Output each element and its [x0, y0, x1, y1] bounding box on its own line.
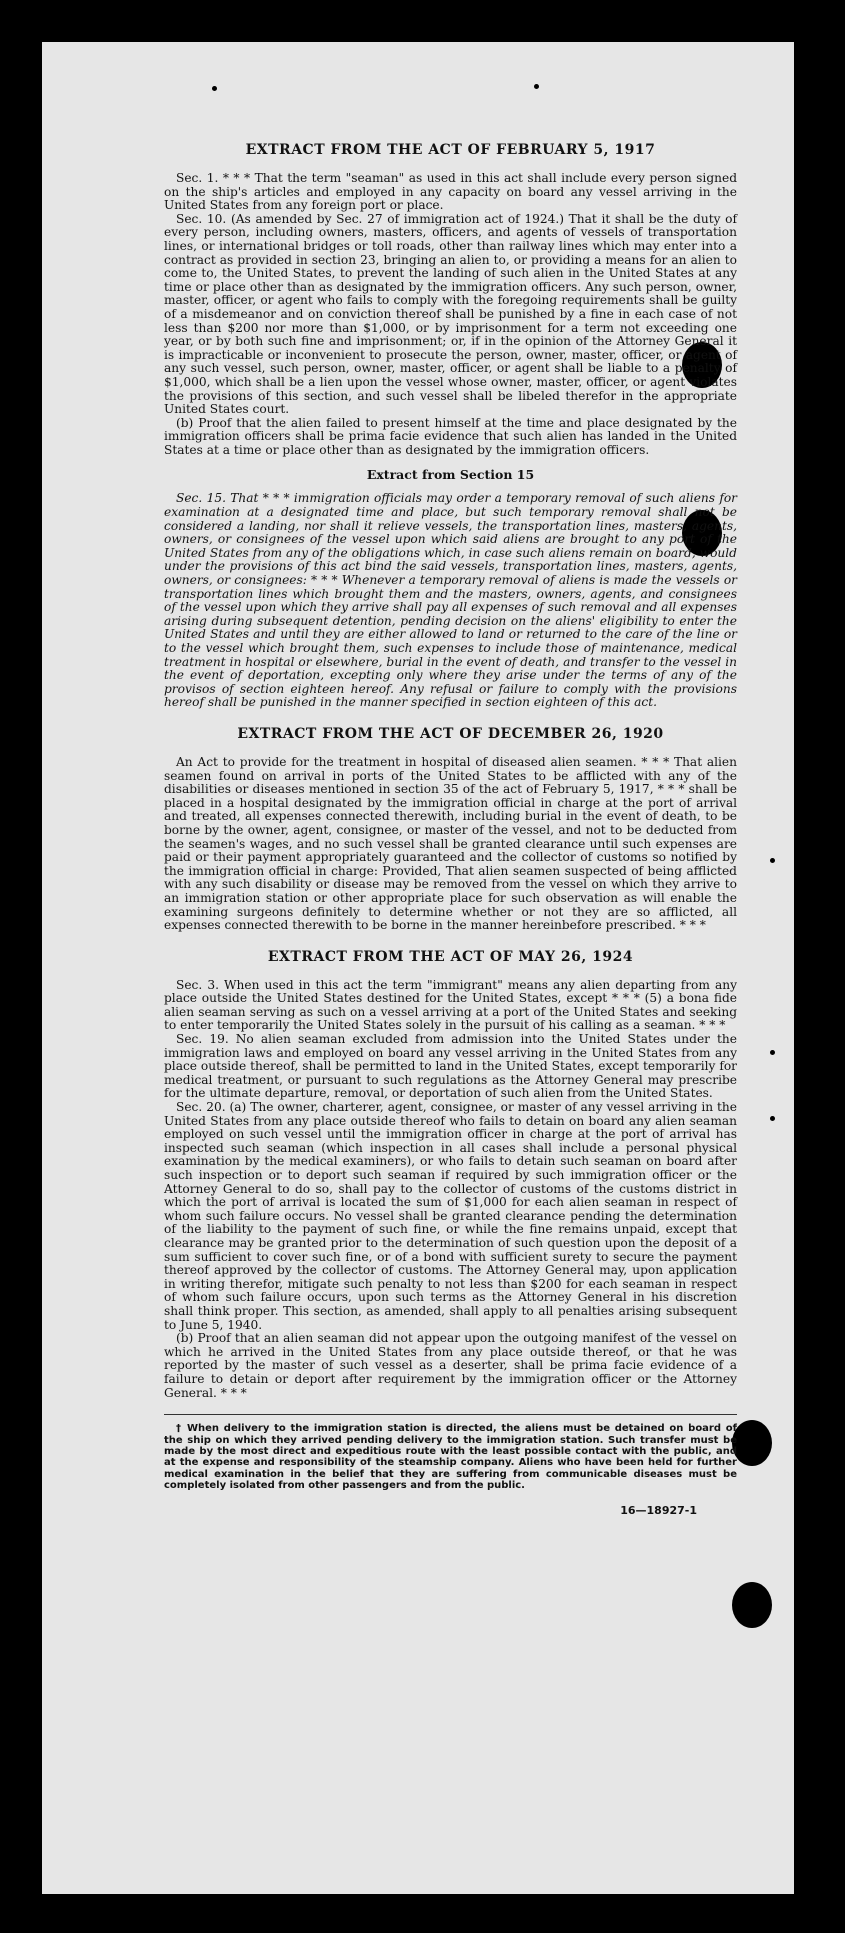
footnote	[164, 1414, 737, 1491]
paragraph-act-1920: An Act to provide for the treatment in hospital of diseased alien seamen. * * * That alien seamen found on arrival in ports of the United States to be afflicted with any of the disabilities or diseases mentioned in section 35 of the act of February 5, 1917, * * * shall be placed in a hospital designated by the immigration official in charge at the port of arrival and treated, all expenses connected therewith, including burial in the event of death, to be borne by the owner, agent, consignee, or master of the vessel, and not to be deducted from the seamen's wages, and no such vessel shall be granted clearance until such expenses are paid or their payment appropriately guaranteed and the collector of customs so notified by the immigration official in charge: Provided, That alien seamen suspected of being afflicted with any such disability or disease may be removed from the vessel on which they arrive to an immigration station or other appropriate place for such observation as will enable the examining surgeons definitely to determine whether or not they are so afflicted, all expenses connected therewith to be borne in the manner hereinbefore prescribed. * * *	[164, 754, 737, 933]
heading-act-1920: EXTRACT FROM THE ACT OF DECEMBER 26, 1920	[237, 725, 664, 742]
paragraph: Sec. 1. * * * That the term "seaman" as used in this act shall include every person signed on the ship's articles and employed in any capacity on board any vessel arriving in the United States from any foreign port or place.	[164, 171, 737, 213]
heading-section-15: Extract from Section 15	[366, 467, 535, 483]
heading-act-1924: EXTRACT FROM THE ACT OF MAY 26, 1924	[267, 948, 634, 965]
speck	[212, 86, 217, 91]
document-body	[164, 92, 737, 1517]
speck	[770, 1116, 775, 1121]
paragraph: Sec. 19. No alien seaman excluded from admission into the United States under the immigration laws and employed on board any vessel arriving in the United States from any place outside thereof, shall be permitted to land in the United States, except temporarily for medical treatment, or pursuant to such regulations as the Attorney General may prescribe for the ultimate departure, removal, or deportation of such alien from the United States.	[164, 1032, 737, 1101]
paragraph: Sec. 10. (As amended by Sec. 27 of immigration act of 1924.) That it shall be the duty of every person, including owners, masters, officers, and agents of vessels of transportation lines, or international bridges or toll roads, other than railway lines which may enter into a contract as provided in section 23, bringing an alien to, or providing a means for an alien to come to, the United States, to prevent the landing of such alien in the United States at any time or place other than as designated by the immigration officers. Any such person, owner, master, officer, or agent who fails to comply with the foregoing requirements shall be guilty of a misdemeanor and on conviction thereof shall be punished by a fine in each case of not less than $200 nor more than $1,000, or by imprisonment for a term not exceeding one year, or by both such fine and imprisonment; or, if in the opinion of the Attorney General it is impracticable or inconvenient to prosecute the person, owner, master, officer, or agent of any such vessel, such person, owner, master, officer, or agent shall be liable to a penalty of $1,000, which shall be a lien upon the vessel whose owner, master, officer, or agent violates the provisions of this section, and such vessel shall be libeled therefor in the appropriate United States court.	[164, 211, 737, 417]
speck	[770, 1050, 775, 1055]
heading-act-1917: EXTRACT FROM THE ACT OF FEBRUARY 5, 1917	[245, 142, 656, 158]
speck	[770, 858, 775, 863]
paragraph: Sec. 20. (a) The owner, charterer, agent, consignee, or master of any vessel arriving in the United States from any place outside thereof who fails to detain on board any alien seaman employed on such vessel until the immigration officer in charge at the port of arrival has inspected such seaman (which inspection in all cases shall include a personal physical examination by the medical examiners), or who fails to detain such seaman on board after such inspection or to deport such seaman if required by such immigration officer or the Attorney General to do so, shall pay to the collector of customs of the customs district in which the port of arrival is located the sum of $1,000 for each alien seaman in respect of whom such failure occurs. No vessel shall be granted clearance pending the determination of the liability to the payment of such fine, or while the fine remains unpaid, except that clearance may be granted prior to the determination of such question upon the deposit of a sum sufficient to cover such fine, or of a bond with sufficient surety to secure the payment thereof approved by the collector of customs. The Attorney General may, upon application in writing therefor, mitigate such penalty to not less than $200 for each seaman in respect of whom such failure occurs, upon such terms as the Attorney General in his discretion shall think proper. This section, as amended, shall apply to all penalties arising subsequent to June 5, 1940.	[164, 1100, 737, 1332]
punch-hole	[732, 1582, 772, 1628]
speck	[534, 84, 539, 89]
footnote-text: † When delivery to the immigration station is directed, the aliens must be detained on board of the ship on which they arrived pending delivery to the immigration station. Such transfer must be made by the most direct and expeditious route with the least possible contact with the public, and at the expense and responsibility of the steamship company. Aliens who have been held for further medical examination in the belief that they are suffering from communicable diseases must be completely isolated from other passengers and from the public.	[164, 1423, 737, 1492]
document-sheet	[42, 42, 794, 1894]
paragraph: (b) Proof that the alien failed to present himself at the time and place designated by the immigration officers shall be prima facie evidence that such alien has landed in the United States at a time or place other than as designated by the immigration officers.	[164, 415, 737, 457]
paragraph-section-15: Sec. 15. That * * * immigration officials may order a temporary removal of such aliens for examination at a designated time and place, but such temporary removal shall not be considered a landing, nor shall it relieve vessels, the transportation lines, masters, agents, owners, or consignees of the vessel upon which said aliens are brought to any port of the United States from any of the obligations which, in case such aliens remain on board, would under the provisions of this act bind the said vessels, transportation lines, masters, agents, owners, or consignees: * * * Whenever a temporary removal of aliens is made the vessels or transportation lines which brought them and the masters, owners, agents, and consignees of the vessel upon which they arrive shall pay all expenses of such removal and all expenses arising during subsequent detention, pending decision on the aliens' eligibility to enter the United States and until they are either allowed to land or returned to the care of the line or to the vessel which brought them, such expenses to include those of maintenance, medical treatment in hospital or elsewhere, burial in the event of death, and transfer to the vessel in the event of deportation, excepting only where they arise under the terms of any of the provisos of section eighteen hereof. Any refusal or failure to comply with the provisions hereof shall be punished in the manner specified in section eighteen of this act.	[164, 491, 737, 710]
paragraph: Sec. 3. When used in this act the term "immigrant" means any alien departing from any place outside the United States destined for the United States, except * * * (5) a bona fide alien seaman serving as such on a vessel arriving at a port of the United States and seeking to enter temporarily the United States solely in the pursuit of his calling as a seaman. * * *	[164, 977, 737, 1033]
paragraph: (b) Proof that an alien seaman did not appear upon the outgoing manifest of the vessel on which he arrived in the United States from any place outside thereof, or that he was reported by the master of such vessel as a deserter, shall be prima facie evidence of a failure to detain or deport after requirement by the immigration officer or the Attorney General. * * *	[164, 1331, 737, 1400]
punch-hole	[732, 1420, 772, 1466]
form-code: 16—18927-1	[620, 1503, 697, 1517]
